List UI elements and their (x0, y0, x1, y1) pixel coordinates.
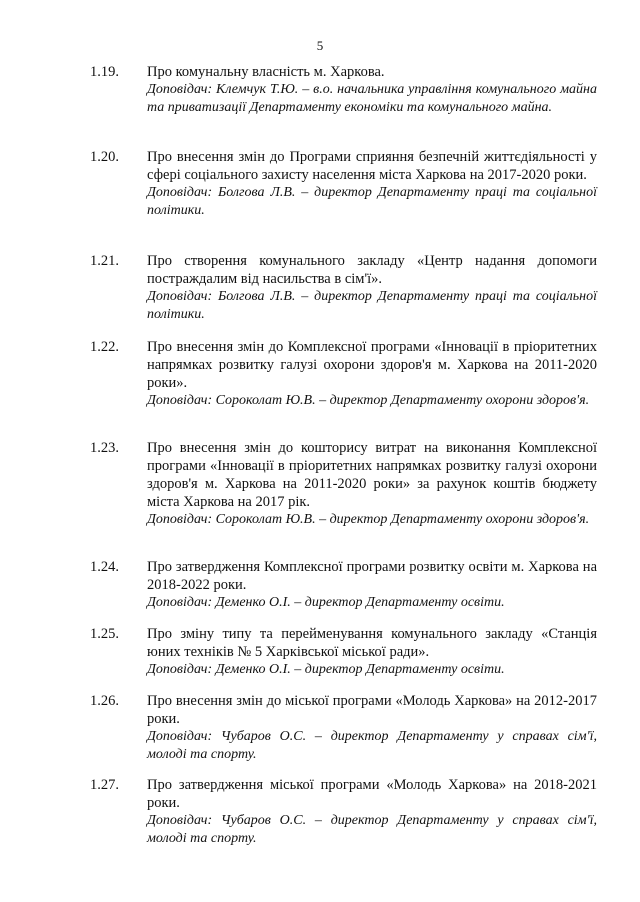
item-body (147, 338, 597, 410)
item-title: Про затвердження міської програми «Молодь Харкова» на 2018-2021 роки. (147, 777, 597, 811)
item-body (147, 63, 597, 117)
item-speaker: Доповідач: Болгова Л.В. – директор Департаменту праці та соціальної політики. (147, 185, 597, 218)
item-number: 1.24. (90, 559, 119, 575)
item-number: 1.27. (90, 777, 119, 793)
item-title: Про внесення змін до кошторису витрат на виконання Комплексної програми «Інновації в пріоритетних напрямках розвитку галузі охорони здоров'я м. Харкова на 2011-2020 роки» за рахунок коштів бюджету міста Харкова на 2017 рік. (147, 440, 597, 510)
page-number: 5 (316, 38, 324, 53)
item-title: Про затвердження Комплексної програми розвитку освіти м. Харкова на 2018-2022 роки. (147, 559, 597, 593)
item-body (147, 625, 597, 679)
item-speaker: Доповідач: Деменко О.І. – директор Департаменту освіти. (147, 595, 505, 610)
item-speaker: Доповідач: Сороколат Ю.В. – директор Департаменту охорони здоров'я. (147, 393, 590, 408)
item-title: Про зміну типу та перейменування комунального закладу «Станція юних техніків № 5 Харківської міської ради». (147, 626, 597, 660)
item-speaker: Доповідач: Чубаров О.С. – директор Департаменту у справах сім'ї, молоді та спорту. (147, 729, 597, 762)
item-title: Про внесення змін до Комплексної програми «Інновації в пріоритетних напрямках розвитку галузі охорони здоров'я м. Харкова на 2011-2020 роки». (147, 339, 597, 391)
item-body (147, 558, 597, 612)
item-body (147, 692, 597, 764)
item-title: Про створення комунального закладу «Центр надання допомоги постраждалим від насильства в сім'ї». (147, 253, 597, 287)
item-speaker: Доповідач: Деменко О.І. – директор Департаменту освіти. (147, 662, 505, 677)
item-speaker: Доповідач: Болгова Л.В. – директор Департаменту праці та соціальної політики. (147, 289, 597, 322)
item-speaker: Доповідач: Чубаров О.С. – директор Департаменту у справах сім'ї, молоді та спорту. (147, 813, 597, 846)
item-body (147, 252, 597, 324)
item-number: 1.20. (90, 149, 119, 165)
item-title: Про внесення змін до міської програми «Молодь Харкова» на 2012-2017 роки. (147, 693, 597, 727)
item-body (147, 439, 597, 529)
item-number: 1.21. (90, 253, 119, 269)
item-speaker: Доповідач: Клемчук Т.Ю. – в.о. начальника управління комунального майна та приватизації Департаменту економіки та комунального майна. (147, 82, 597, 115)
item-title: Про внесення змін до Програми сприяння безпечній життєдіяльності у сфері соціального захисту населення міста Харкова на 2017-2020 роки. (147, 149, 597, 183)
item-body (147, 776, 597, 848)
item-number: 1.26. (90, 693, 119, 709)
item-number: 1.25. (90, 626, 119, 642)
item-number: 1.19. (90, 64, 119, 80)
item-title: Про комунальну власність м. Харкова. (147, 64, 385, 80)
item-speaker: Доповідач: Сороколат Ю.В. – директор Департаменту охорони здоров'я. (147, 512, 590, 527)
item-number: 1.22. (90, 339, 119, 355)
item-number: 1.23. (90, 440, 119, 456)
item-body (147, 148, 597, 220)
